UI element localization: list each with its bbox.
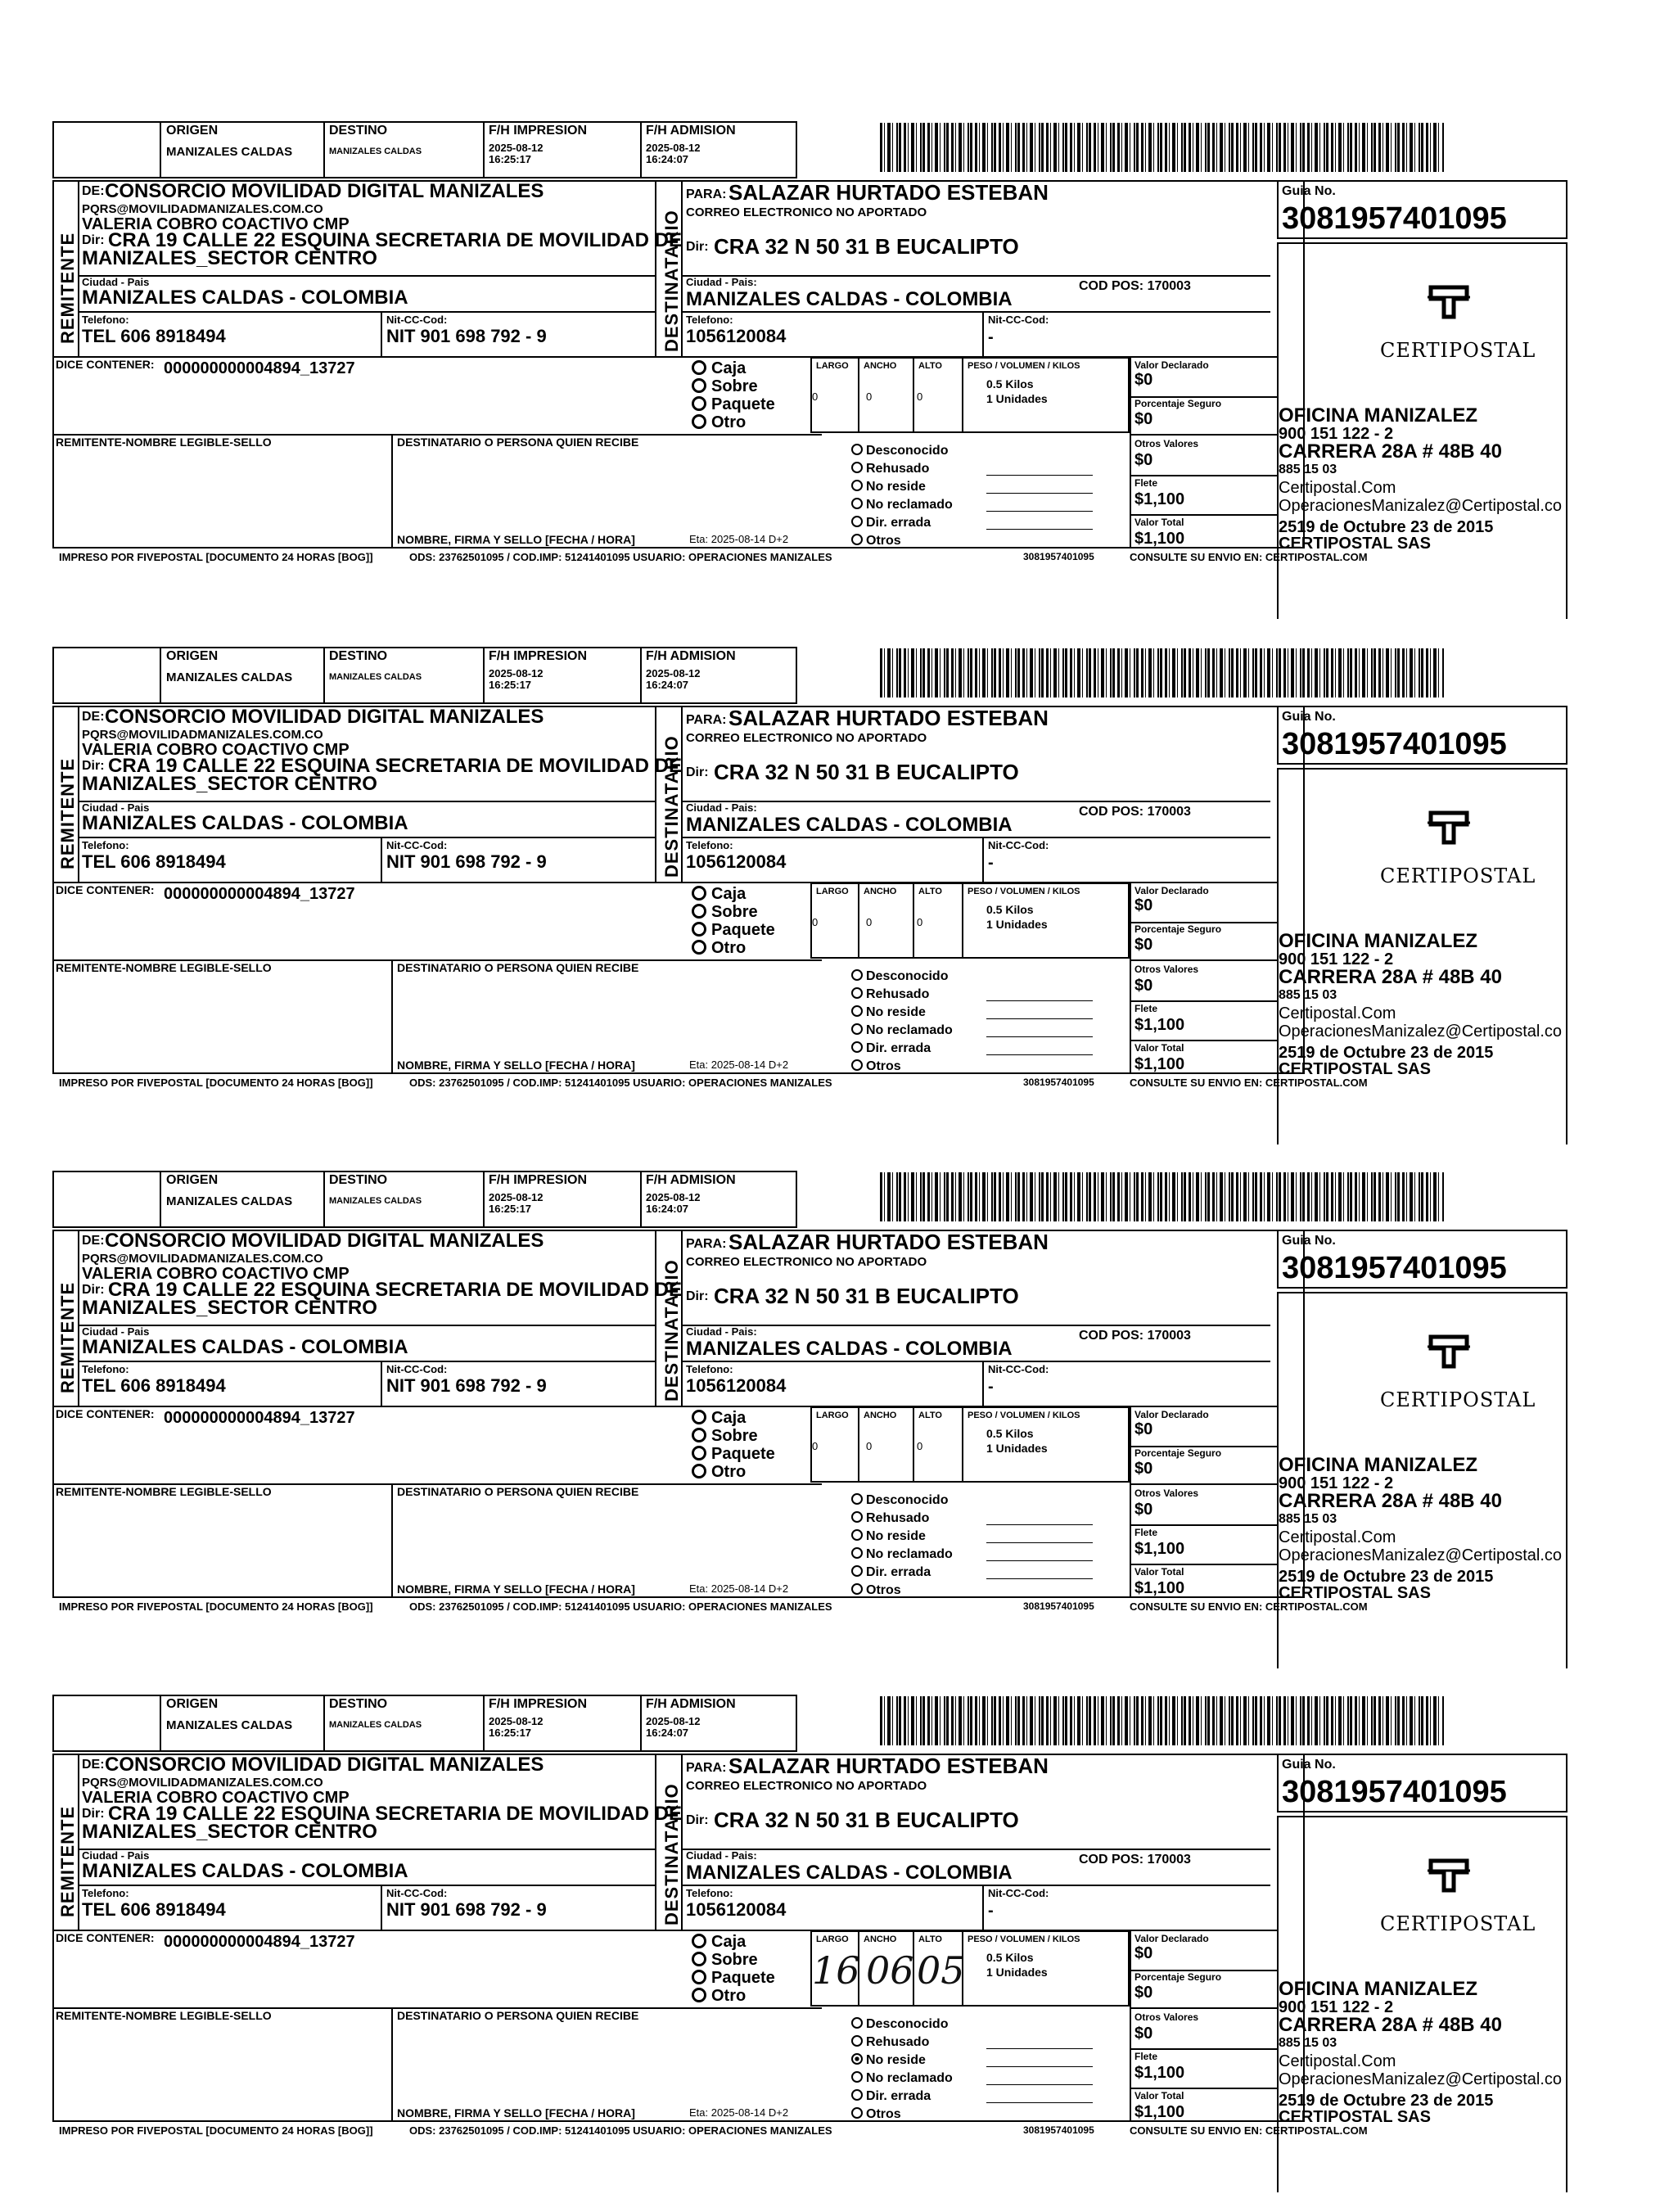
footer-impreso: IMPRESO POR FIVEPOSTAL [DOCUMENTO 24 HORAS [BOG]] bbox=[59, 1600, 373, 1613]
remitente-email: PQRS@MOVILIDADMANIZALES.COM.CO bbox=[82, 1252, 323, 1266]
empresa-web: Certipostal.Com bbox=[1279, 1528, 1396, 1546]
origen-value: MANIZALES CALDAS bbox=[166, 1194, 293, 1208]
destinatario-firma-label: DESTINATARIO O PERSONA QUIEN RECIBE bbox=[397, 436, 639, 449]
destinatario-phone: 1056120084 bbox=[686, 851, 787, 872]
remitente-city: MANIZALES CALDAS - COLOMBIA bbox=[82, 1336, 408, 1358]
footer-impreso: IMPRESO POR FIVEPOSTAL [DOCUMENTO 24 HORAS [BOG]] bbox=[59, 1077, 373, 1089]
option-paquete[interactable]: Paquete bbox=[692, 922, 775, 938]
valor-declarado: $0 bbox=[1134, 1420, 1153, 1438]
dev-otros[interactable]: Otros bbox=[851, 1583, 901, 1597]
largo-value: 0 bbox=[812, 390, 819, 403]
origen-label: ORIGEN bbox=[166, 124, 219, 138]
dev-desconocido[interactable]: Desconocido bbox=[851, 444, 948, 458]
oficina: OFICINA MANIZALEZ bbox=[1279, 404, 1478, 427]
origen-value: MANIZALES CALDAS bbox=[166, 670, 293, 684]
origen-label: ORIGEN bbox=[166, 649, 219, 663]
option-otro[interactable]: Otro bbox=[692, 1464, 746, 1480]
remitente-contact: VALERIA COBRO COACTIVO CMP bbox=[82, 215, 350, 233]
dev-no-reclamado[interactable]: No reclamado bbox=[851, 1023, 953, 1037]
dev-no-reclamado[interactable]: No reclamado bbox=[851, 498, 953, 512]
ancho-value: 0 bbox=[866, 390, 873, 403]
option-otro[interactable]: Otro bbox=[692, 414, 746, 431]
remitente-address-1: CRA 19 CALLE 22 ESQUINA SECRETARIA DE MOVILIDAD DE bbox=[108, 229, 682, 251]
destinatario-name: SALAZAR HURTADO ESTEBAN bbox=[728, 706, 1049, 730]
destinatario-email-note: CORREO ELECTRONICO NO APORTADO bbox=[686, 1779, 927, 1793]
footer-consulte: CONSULTE SU ENVIO EN: CERTIPOSTAL.COM bbox=[1130, 1077, 1368, 1089]
option-paquete[interactable]: Paquete bbox=[692, 1970, 775, 1986]
destinatario-address: CRA 32 N 50 31 B EUCALIPTO bbox=[714, 234, 1019, 259]
guia-number: 3081957401095 bbox=[1282, 727, 1507, 761]
empresa-email: OperacionesManizalez@Certipostal.co bbox=[1279, 1022, 1563, 1041]
valor-declarado: $0 bbox=[1134, 371, 1153, 389]
largo-value: 16 bbox=[812, 1948, 860, 1993]
remitente-city: MANIZALES CALDAS - COLOMBIA bbox=[82, 287, 408, 309]
option-caja[interactable]: Caja bbox=[692, 886, 746, 902]
porcentaje-seguro: $0 bbox=[1134, 1460, 1153, 1478]
destinatario-nit: - bbox=[988, 1378, 994, 1396]
option-paquete[interactable]: Paquete bbox=[692, 396, 775, 413]
option-caja[interactable]: Caja bbox=[692, 1410, 746, 1426]
destinatario-nit: - bbox=[988, 1902, 994, 1920]
footer-ods: ODS: 23762501095 / COD.IMP: 51241401095 USUARIO: OPERACIONES MANIZALES bbox=[409, 2124, 832, 2137]
alto-value: 05 bbox=[917, 1948, 965, 1993]
destinatario-vertical-label: DESTINATARIO bbox=[661, 735, 682, 878]
remitente-vertical-label: REMITENTE bbox=[57, 232, 78, 344]
empresa-web: Certipostal.Com bbox=[1279, 2052, 1396, 2070]
peso-value: 0.5 Kilos bbox=[986, 1427, 1034, 1440]
impresion-time: 16:25:17 bbox=[489, 1727, 532, 1739]
admision-date: 2025-08-12 bbox=[646, 142, 701, 154]
destinatario-address: CRA 32 N 50 31 B EUCALIPTO bbox=[714, 1284, 1019, 1308]
firma-label: NOMBRE, FIRMA Y SELLO [FECHA / HORA] bbox=[397, 1059, 635, 1072]
remitente-address-1: CRA 19 CALLE 22 ESQUINA SECRETARIA DE MOVILIDAD DE bbox=[108, 1803, 682, 1825]
remitente-address-2: MANIZALES_SECTOR CENTRO bbox=[82, 773, 377, 795]
footer-ods: ODS: 23762501095 / COD.IMP: 51241401095 USUARIO: OPERACIONES MANIZALES bbox=[409, 1077, 832, 1089]
remitente-address-2: MANIZALES_SECTOR CENTRO bbox=[82, 247, 377, 269]
logo-text: CERTIPOSTAL bbox=[1380, 864, 1536, 887]
empresa-web: Certipostal.Com bbox=[1279, 479, 1396, 497]
impresion-date: 2025-08-12 bbox=[489, 142, 544, 154]
option-sobre[interactable]: Sobre bbox=[692, 378, 758, 395]
remitente-firma-label: REMITENTE-NOMBRE LEGIBLE-SELLO bbox=[56, 1485, 272, 1498]
remitente-name: CONSORCIO MOVILIDAD DIGITAL MANIZALES bbox=[105, 706, 544, 728]
impresion-date: 2025-08-12 bbox=[489, 1191, 544, 1203]
option-sobre[interactable]: Sobre bbox=[692, 1428, 758, 1444]
unidades-value: 1 Unidades bbox=[986, 918, 1048, 931]
destinatario-name: SALAZAR HURTADO ESTEBAN bbox=[728, 1230, 1049, 1254]
destinatario-city: MANIZALES CALDAS - COLOMBIA bbox=[686, 288, 1013, 310]
porcentaje-seguro: $0 bbox=[1134, 936, 1153, 954]
remitente-city: MANIZALES CALDAS - COLOMBIA bbox=[82, 1860, 408, 1882]
impresion-date: 2025-08-12 bbox=[489, 667, 544, 679]
empresa-nit: 900 151 122 - 2 bbox=[1279, 1998, 1394, 2016]
remitente-contact: VALERIA COBRO COACTIVO CMP bbox=[82, 1789, 350, 1807]
origen-value: MANIZALES CALDAS bbox=[166, 1718, 293, 1732]
impresion-label: F/H IMPRESION bbox=[489, 649, 588, 663]
admision-time: 16:24:07 bbox=[646, 153, 689, 165]
remitente-nit: NIT 901 698 792 - 9 bbox=[386, 1375, 547, 1396]
firma-label: NOMBRE, FIRMA Y SELLO [FECHA / HORA] bbox=[397, 2106, 635, 2119]
shipping-label-3: ORIGEN MANIZALES CALDAS DESTINO MANIZALES CALDAS F/H IMPRESION 2025-08-12 16:25:17 F/H ADMISION 2025-08-12 16:24:07 REMITENTE DE: CONSORCIO MOVILIDAD DIGITAL MANIZALES PQRS@MOVILIDADMANIZALES.COM.CO VALERIA COBRO COACTIVO CMP Dir: CRA 19 CALLE 22 ESQUINA SECRETARIA DE MOVILIDAD DE MANIZALES_SECTOR CENTRO Ciudad - Pais MANIZALES CALDAS - COLOMBIA Telefono: TEL 606 8918494 Nit-CC-Cod: NIT 901 698 792 - 9 DESTINATARIO PARA: SALAZAR HURTADO ESTEBAN CORREO ELECTRONICO NO APORTADO Dir: CRA 32 N 50 31 B EUCALIPTO Ciudad - Pais: MANIZALES CALDAS - COLOMBIA COD POS: 170003 Telefono: 1056120084 Nit-CC-Cod: - Guia No. 3081957401095 CERTIPOSTAL OFICINA MANIZALEZ 900 151 122 - 2 CARRERA 28A # 48B 40 885 15 03 Certipostal.Com OperacionesManizalez@Certipostal.co 2519 de Octubre 23 de 2015 CERTIPOSTAL SAS DICE CONTENER: 000000000004894_13727 Caja Sobre Paquete Otro LARGO ANCHO ALTO PESO / VOLUMEN / KILOS 0 0 0 0.5 Kilos 1 Unidades Valor Declarado $0 Porcentaje Seguro $0 Otros Valores $0 Flete $1,100 Valor Total $1,100 REMITENTE-NOMBRE LEGIBLE-SELLO DESTINATARIO O PERSONA QUIEN RECIBE NOMBRE, FIRMA Y SELLO [FECHA / HORA] Eta: 2025-08-14 D+2 Desconocido Rehusado No reside No reclamado Dir. errada Otros IMPRESO POR FIVEPOSTAL [DOCUMENTO 24 HORAS [BOG]] ODS: 23762501095 / COD.IMP: 51241401095 USUARIO: OPERACIONES MANIZALES 3081957401095 CONSULTE SU ENVIO EN: CERTIPOSTAL.COM bbox=[0, 1164, 1678, 1688]
empresa-nit: 900 151 122 - 2 bbox=[1279, 425, 1394, 443]
empresa-web: Certipostal.Com bbox=[1279, 1004, 1396, 1022]
remitente-nit: NIT 901 698 792 - 9 bbox=[386, 851, 547, 872]
remitente-vertical-label: REMITENTE bbox=[57, 757, 78, 869]
admision-label: F/H ADMISION bbox=[646, 649, 736, 663]
eta: Eta: 2025-08-14 D+2 bbox=[689, 2106, 789, 2119]
admision-label: F/H ADMISION bbox=[646, 1697, 736, 1711]
destinatario-email-note: CORREO ELECTRONICO NO APORTADO bbox=[686, 731, 927, 745]
barcode bbox=[880, 123, 1445, 172]
otros-valores: $0 bbox=[1134, 451, 1153, 469]
empresa-resolucion: 2519 de Octubre 23 de 2015 bbox=[1279, 2092, 1494, 2110]
valor-total: $1,100 bbox=[1134, 530, 1185, 548]
footer-consulte: CONSULTE SU ENVIO EN: CERTIPOSTAL.COM bbox=[1130, 1600, 1368, 1613]
dev-dir-errada[interactable]: Dir. errada bbox=[851, 1565, 931, 1579]
remitente-phone: TEL 606 8918494 bbox=[82, 1375, 226, 1396]
shipping-label-1: ORIGEN MANIZALES CALDAS DESTINO MANIZALES CALDAS F/H IMPRESION 2025-08-12 16:25:17 F/H ADMISION 2025-08-12 16:24:07 REMITENTE DE: CONSORCIO MOVILIDAD DIGITAL MANIZALES PQRS@MOVILIDADMANIZALES.COM.CO VALERIA COBRO COACTIVO CMP Dir: CRA 19 CALLE 22 ESQUINA SECRETARIA DE MOVILIDAD DE MANIZALES_SECTOR CENTRO Ciudad - Pais MANIZALES CALDAS - COLOMBIA Telefono: TEL 606 8918494 Nit-CC-Cod: NIT 901 698 792 - 9 DESTINATARIO PARA: SALAZAR HURTADO ESTEBAN CORREO ELECTRONICO NO APORTADO Dir: CRA 32 N 50 31 B EUCALIPTO Ciudad - Pais: MANIZALES CALDAS - COLOMBIA COD POS: 170003 Telefono: 1056120084 Nit-CC-Cod: - Guia No. 3081957401095 CERTIPOSTAL OFICINA MANIZALEZ 900 151 122 - 2 CARRERA 28A # 48B 40 885 15 03 Certipostal.Com OperacionesManizalez@Certipostal.co 2519 de Octubre 23 de 2015 CERTIPOSTAL SAS DICE CONTENER: 000000000004894_13727 Caja Sobre Paquete Otro LARGO ANCHO ALTO PESO / VOLUMEN / KILOS 0 0 0 0.5 Kilos 1 Unidades Valor Declarado $0 Porcentaje Seguro $0 Otros Valores $0 Flete $1,100 Valor Total $1,100 REMITENTE-NOMBRE LEGIBLE-SELLO DESTINATARIO O PERSONA QUIEN RECIBE NOMBRE, FIRMA Y SELLO [FECHA / HORA] Eta: 2025-08-14 D+2 Desconocido Rehusado No reside No reclamado Dir. errada Otros IMPRESO POR FIVEPOSTAL [DOCUMENTO 24 HORAS [BOG]] ODS: 23762501095 / COD.IMP: 51241401095 USUARIO: OPERACIONES MANIZALES 3081957401095 CONSULTE SU ENVIO EN: CERTIPOSTAL.COM bbox=[0, 115, 1678, 639]
ancho-value: 0 bbox=[866, 1440, 873, 1452]
remitente-email: PQRS@MOVILIDADMANIZALES.COM.CO bbox=[82, 728, 323, 742]
guia-number: 3081957401095 bbox=[1282, 1251, 1507, 1285]
dev-no-reside[interactable]: No reside bbox=[851, 1529, 926, 1543]
firma-label: NOMBRE, FIRMA Y SELLO [FECHA / HORA] bbox=[397, 1582, 635, 1596]
destinatario-nit: - bbox=[988, 854, 994, 872]
valor-total: $1,100 bbox=[1134, 1579, 1185, 1597]
contenido-value: 000000000004894_13727 bbox=[164, 359, 355, 377]
guia-label: Guia No. bbox=[1282, 184, 1336, 198]
destinatario-codpos: COD POS: 170003 bbox=[1079, 1329, 1191, 1343]
shipping-label-4: ORIGEN MANIZALES CALDAS DESTINO MANIZALES CALDAS F/H IMPRESION 2025-08-12 16:25:17 F/H ADMISION 2025-08-12 16:24:07 REMITENTE DE: CONSORCIO MOVILIDAD DIGITAL MANIZALES PQRS@MOVILIDADMANIZALES.COM.CO VALERIA COBRO COACTIVO CMP Dir: CRA 19 CALLE 22 ESQUINA SECRETARIA DE MOVILIDAD DE MANIZALES_SECTOR CENTRO Ciudad - Pais MANIZALES CALDAS - COLOMBIA Telefono: TEL 606 8918494 Nit-CC-Cod: NIT 901 698 792 - 9 DESTINATARIO PARA: SALAZAR HURTADO ESTEBAN CORREO ELECTRONICO NO APORTADO Dir: CRA 32 N 50 31 B EUCALIPTO Ciudad - Pais: MANIZALES CALDAS - COLOMBIA COD POS: 170003 Telefono: 1056120084 Nit-CC-Cod: - Guia No. 3081957401095 CERTIPOSTAL OFICINA MANIZALEZ 900 151 122 - 2 CARRERA 28A # 48B 40 885 15 03 Certipostal.Com OperacionesManizalez@Certipostal.co 2519 de Octubre 23 de 2015 CERTIPOSTAL SAS DICE CONTENER: 000000000004894_13727 Caja Sobre Paquete Otro LARGO ANCHO ALTO PESO / VOLUMEN / KILOS 16 06 05 0.5 Kilos 1 Unidades Valor Declarado $0 Porcentaje Seguro $0 Otros Valores $0 Flete $1,100 Valor Total $1,100 REMITENTE-NOMBRE LEGIBLE-SELLO DESTINATARIO O PERSONA QUIEN RECIBE NOMBRE, FIRMA Y SELLO [FECHA / HORA] Eta: 2025-08-14 D+2 Desconocido Rehusado No reside No reclamado Dir. errada Otros IMPRESO POR FIVEPOSTAL [DOCUMENTO 24 HORAS [BOG]] ODS: 23762501095 / COD.IMP: 51241401095 USUARIO: OPERACIONES MANIZALES 3081957401095 CONSULTE SU ENVIO EN: CERTIPOSTAL.COM bbox=[0, 1688, 1678, 2212]
empresa-telefono: 885 15 03 bbox=[1279, 463, 1337, 476]
largo-value: 0 bbox=[812, 916, 819, 928]
guia-number: 3081957401095 bbox=[1282, 201, 1507, 236]
largo-value: 0 bbox=[812, 1440, 819, 1452]
dev-dir-errada[interactable]: Dir. errada bbox=[851, 516, 931, 530]
shipping-label-2: ORIGEN MANIZALES CALDAS DESTINO MANIZALES CALDAS F/H IMPRESION 2025-08-12 16:25:17 F/H ADMISION 2025-08-12 16:24:07 REMITENTE DE: CONSORCIO MOVILIDAD DIGITAL MANIZALES PQRS@MOVILIDADMANIZALES.COM.CO VALERIA COBRO COACTIVO CMP Dir: CRA 19 CALLE 22 ESQUINA SECRETARIA DE MOVILIDAD DE MANIZALES_SECTOR CENTRO Ciudad - Pais MANIZALES CALDAS - COLOMBIA Telefono: TEL 606 8918494 Nit-CC-Cod: NIT 901 698 792 - 9 DESTINATARIO PARA: SALAZAR HURTADO ESTEBAN CORREO ELECTRONICO NO APORTADO Dir: CRA 32 N 50 31 B EUCALIPTO Ciudad - Pais: MANIZALES CALDAS - COLOMBIA COD POS: 170003 Telefono: 1056120084 Nit-CC-Cod: - Guia No. 3081957401095 CERTIPOSTAL OFICINA MANIZALEZ 900 151 122 - 2 CARRERA 28A # 48B 40 885 15 03 Certipostal.Com OperacionesManizalez@Certipostal.co 2519 de Octubre 23 de 2015 CERTIPOSTAL SAS DICE CONTENER: 000000000004894_13727 Caja Sobre Paquete Otro LARGO ANCHO ALTO PESO / VOLUMEN / KILOS 0 0 0 0.5 Kilos 1 Unidades Valor Declarado $0 Porcentaje Seguro $0 Otros Valores $0 Flete $1,100 Valor Total $1,100 REMITENTE-NOMBRE LEGIBLE-SELLO DESTINATARIO O PERSONA QUIEN RECIBE NOMBRE, FIRMA Y SELLO [FECHA / HORA] Eta: 2025-08-14 D+2 Desconocido Rehusado No reside No reclamado Dir. errada Otros IMPRESO POR FIVEPOSTAL [DOCUMENTO 24 HORAS [BOG]] ODS: 23762501095 / COD.IMP: 51241401095 USUARIO: OPERACIONES MANIZALES 3081957401095 CONSULTE SU ENVIO EN: CERTIPOSTAL.COM bbox=[0, 640, 1678, 1164]
remitente-contact: VALERIA COBRO COACTIVO CMP bbox=[82, 741, 350, 759]
destinatario-vertical-label: DESTINATARIO bbox=[661, 1259, 682, 1402]
certipostal-logo-icon bbox=[1424, 1332, 1473, 1371]
admision-date: 2025-08-12 bbox=[646, 1715, 701, 1727]
destinatario-nit: - bbox=[988, 328, 994, 346]
destinatario-phone: 1056120084 bbox=[686, 1375, 787, 1396]
valor-total: $1,100 bbox=[1134, 1055, 1185, 1073]
remitente-email: PQRS@MOVILIDADMANIZALES.COM.CO bbox=[82, 202, 323, 216]
empresa-razon: CERTIPOSTAL SAS bbox=[1279, 1584, 1431, 1602]
destinatario-city: MANIZALES CALDAS - COLOMBIA bbox=[686, 814, 1013, 836]
destinatario-vertical-label: DESTINATARIO bbox=[661, 1783, 682, 1925]
destinatario-address: CRA 32 N 50 31 B EUCALIPTO bbox=[714, 1808, 1019, 1832]
impresion-label: F/H IMPRESION bbox=[489, 124, 588, 138]
dev-rehusado[interactable]: Rehusado bbox=[851, 987, 929, 1001]
empresa-telefono: 885 15 03 bbox=[1279, 988, 1337, 1002]
option-otro[interactable]: Otro bbox=[692, 940, 746, 956]
destinatario-name: SALAZAR HURTADO ESTEBAN bbox=[728, 180, 1049, 205]
option-caja[interactable]: Caja bbox=[692, 1934, 746, 1950]
remitente-phone: TEL 606 8918494 bbox=[82, 326, 226, 346]
remitente-phone: TEL 606 8918494 bbox=[82, 851, 226, 872]
flete: $1,100 bbox=[1134, 2064, 1185, 2082]
impresion-time: 16:25:17 bbox=[489, 153, 532, 165]
impresion-date: 2025-08-12 bbox=[489, 1715, 544, 1727]
dev-rehusado[interactable]: Rehusado bbox=[851, 2035, 929, 2049]
valor-declarado: $0 bbox=[1134, 896, 1153, 914]
remitente-address-1: CRA 19 CALLE 22 ESQUINA SECRETARIA DE MOVILIDAD DE bbox=[108, 755, 682, 777]
remitente-firma-label: REMITENTE-NOMBRE LEGIBLE-SELLO bbox=[56, 436, 272, 449]
remitente-name: CONSORCIO MOVILIDAD DIGITAL MANIZALES bbox=[105, 180, 544, 202]
empresa-direccion: CARRERA 28A # 48B 40 bbox=[1279, 440, 1502, 463]
footer-impreso: IMPRESO POR FIVEPOSTAL [DOCUMENTO 24 HORAS [BOG]] bbox=[59, 551, 373, 563]
dev-dir-errada[interactable]: Dir. errada bbox=[851, 1041, 931, 1055]
oficina: OFICINA MANIZALEZ bbox=[1279, 930, 1478, 952]
admision-label: F/H ADMISION bbox=[646, 1173, 736, 1187]
certipostal-logo-icon bbox=[1424, 282, 1473, 322]
destino-label: DESTINO bbox=[329, 1697, 388, 1711]
footer-consulte: CONSULTE SU ENVIO EN: CERTIPOSTAL.COM bbox=[1130, 2124, 1368, 2137]
admision-time: 16:24:07 bbox=[646, 1203, 689, 1215]
flete: $1,100 bbox=[1134, 490, 1185, 508]
dev-no-reside[interactable]: No reside bbox=[851, 480, 926, 494]
remitente-name: CONSORCIO MOVILIDAD DIGITAL MANIZALES bbox=[105, 1754, 544, 1776]
alto-value: 0 bbox=[917, 916, 923, 928]
footer-consulte: CONSULTE SU ENVIO EN: CERTIPOSTAL.COM bbox=[1130, 551, 1368, 563]
dev-otros[interactable]: Otros bbox=[851, 534, 901, 548]
porcentaje-seguro: $0 bbox=[1134, 1984, 1153, 2002]
remitente-city: MANIZALES CALDAS - COLOMBIA bbox=[82, 812, 408, 834]
dev-rehusado[interactable]: Rehusado bbox=[851, 1511, 929, 1525]
firma-label: NOMBRE, FIRMA Y SELLO [FECHA / HORA] bbox=[397, 533, 635, 546]
impresion-time: 16:25:17 bbox=[489, 679, 532, 691]
destinatario-name: SALAZAR HURTADO ESTEBAN bbox=[728, 1754, 1049, 1778]
impresion-label: F/H IMPRESION bbox=[489, 1697, 588, 1711]
empresa-direccion: CARRERA 28A # 48B 40 bbox=[1279, 1490, 1502, 1512]
dev-desconocido[interactable]: Desconocido bbox=[851, 969, 948, 983]
option-caja[interactable]: Caja bbox=[692, 360, 746, 377]
destinatario-phone: 1056120084 bbox=[686, 326, 787, 346]
admision-time: 16:24:07 bbox=[646, 1727, 689, 1739]
admision-time: 16:24:07 bbox=[646, 679, 689, 691]
footer-ods: ODS: 23762501095 / COD.IMP: 51241401095 USUARIO: OPERACIONES MANIZALES bbox=[409, 1600, 832, 1613]
remitente-address-2: MANIZALES_SECTOR CENTRO bbox=[82, 1297, 377, 1319]
admision-label: F/H ADMISION bbox=[646, 124, 736, 138]
ancho-value: 0 bbox=[866, 916, 873, 928]
guia-label: Guia No. bbox=[1282, 1234, 1336, 1248]
peso-value: 0.5 Kilos bbox=[986, 377, 1034, 390]
empresa-nit: 900 151 122 - 2 bbox=[1279, 1474, 1394, 1492]
remitente-nit: NIT 901 698 792 - 9 bbox=[386, 326, 547, 346]
contenido-label: DICE CONTENER: bbox=[56, 1407, 155, 1420]
destinatario-phone: 1056120084 bbox=[686, 1899, 787, 1920]
destinatario-firma-label: DESTINATARIO O PERSONA QUIEN RECIBE bbox=[397, 2009, 639, 2022]
destino-value: MANIZALES CALDAS bbox=[329, 672, 422, 682]
remitente-email: PQRS@MOVILIDADMANIZALES.COM.CO bbox=[82, 1776, 323, 1790]
footer-ods: ODS: 23762501095 / COD.IMP: 51241401095 USUARIO: OPERACIONES MANIZALES bbox=[409, 551, 832, 563]
porcentaje-seguro: $0 bbox=[1134, 410, 1153, 428]
empresa-telefono: 885 15 03 bbox=[1279, 1512, 1337, 1526]
logo-text: CERTIPOSTAL bbox=[1380, 1912, 1536, 1935]
guia-label: Guia No. bbox=[1282, 1758, 1336, 1772]
impresion-time: 16:25:17 bbox=[489, 1203, 532, 1215]
valor-total: $1,100 bbox=[1134, 2103, 1185, 2121]
option-sobre[interactable]: Sobre bbox=[692, 1952, 758, 1968]
certipostal-logo-icon bbox=[1424, 808, 1473, 847]
alto-value: 0 bbox=[917, 1440, 923, 1452]
dev-no-reside[interactable]: No reside bbox=[851, 1005, 926, 1019]
destinatario-firma-label: DESTINATARIO O PERSONA QUIEN RECIBE bbox=[397, 961, 639, 974]
ancho-value: 06 bbox=[866, 1948, 914, 1993]
destinatario-codpos: COD POS: 170003 bbox=[1079, 1853, 1191, 1867]
empresa-razon: CERTIPOSTAL SAS bbox=[1279, 2108, 1431, 2126]
contenido-value: 000000000004894_13727 bbox=[164, 885, 355, 903]
origen-label: ORIGEN bbox=[166, 1173, 219, 1187]
contenido-value: 000000000004894_13727 bbox=[164, 1933, 355, 1951]
empresa-direccion: CARRERA 28A # 48B 40 bbox=[1279, 2014, 1502, 2036]
footer-guia: 3081957401095 bbox=[1023, 1077, 1094, 1088]
dev-no-reclamado[interactable]: No reclamado bbox=[851, 2071, 953, 2085]
destino-value: MANIZALES CALDAS bbox=[329, 147, 422, 156]
empresa-telefono: 885 15 03 bbox=[1279, 2036, 1337, 2050]
destinatario-email-note: CORREO ELECTRONICO NO APORTADO bbox=[686, 1255, 927, 1269]
valor-declarado: $0 bbox=[1134, 1944, 1153, 1962]
otros-valores: $0 bbox=[1134, 2025, 1153, 2043]
destinatario-email-note: CORREO ELECTRONICO NO APORTADO bbox=[686, 205, 927, 219]
destino-label: DESTINO bbox=[329, 1173, 388, 1187]
empresa-email: OperacionesManizalez@Certipostal.co bbox=[1279, 497, 1563, 515]
footer-guia: 3081957401095 bbox=[1023, 2124, 1094, 2136]
contenido-value: 000000000004894_13727 bbox=[164, 1409, 355, 1427]
flete: $1,100 bbox=[1134, 1540, 1185, 1558]
destino-label: DESTINO bbox=[329, 649, 388, 663]
footer-impreso: IMPRESO POR FIVEPOSTAL [DOCUMENTO 24 HORAS [BOG]] bbox=[59, 2124, 373, 2137]
destinatario-codpos: COD POS: 170003 bbox=[1079, 279, 1191, 293]
guia-number: 3081957401095 bbox=[1282, 1775, 1507, 1809]
dev-otros[interactable]: Otros bbox=[851, 2107, 901, 2121]
remitente-address-2: MANIZALES_SECTOR CENTRO bbox=[82, 1821, 377, 1843]
otros-valores: $0 bbox=[1134, 977, 1153, 995]
contenido-label: DICE CONTENER: bbox=[56, 1931, 155, 1944]
dev-no-reside[interactable]: No reside bbox=[851, 2053, 926, 2067]
destinatario-vertical-label: DESTINATARIO bbox=[661, 210, 682, 352]
remitente-phone: TEL 606 8918494 bbox=[82, 1899, 226, 1920]
empresa-direccion: CARRERA 28A # 48B 40 bbox=[1279, 966, 1502, 988]
empresa-razon: CERTIPOSTAL SAS bbox=[1279, 1060, 1431, 1078]
origen-value: MANIZALES CALDAS bbox=[166, 145, 293, 159]
dev-desconocido[interactable]: Desconocido bbox=[851, 1493, 948, 1507]
unidades-value: 1 Unidades bbox=[986, 392, 1048, 405]
remitente-nit: NIT 901 698 792 - 9 bbox=[386, 1899, 547, 1920]
option-otro[interactable]: Otro bbox=[692, 1988, 746, 2004]
eta: Eta: 2025-08-14 D+2 bbox=[689, 1059, 789, 1071]
destinatario-address: CRA 32 N 50 31 B EUCALIPTO bbox=[714, 760, 1019, 784]
admision-date: 2025-08-12 bbox=[646, 667, 701, 679]
empresa-resolucion: 2519 de Octubre 23 de 2015 bbox=[1279, 1044, 1494, 1062]
option-paquete[interactable]: Paquete bbox=[692, 1446, 775, 1462]
remitente-name: CONSORCIO MOVILIDAD DIGITAL MANIZALES bbox=[105, 1230, 544, 1252]
option-sobre[interactable]: Sobre bbox=[692, 904, 758, 920]
dev-otros[interactable]: Otros bbox=[851, 1059, 901, 1073]
remitente-firma-label: REMITENTE-NOMBRE LEGIBLE-SELLO bbox=[56, 961, 272, 974]
oficina: OFICINA MANIZALEZ bbox=[1279, 1978, 1478, 2000]
barcode bbox=[880, 1696, 1445, 1745]
admision-date: 2025-08-12 bbox=[646, 1191, 701, 1203]
remitente-vertical-label: REMITENTE bbox=[57, 1281, 78, 1393]
dev-dir-errada[interactable]: Dir. errada bbox=[851, 2089, 931, 2103]
peso-value: 0.5 Kilos bbox=[986, 1951, 1034, 1964]
oficina: OFICINA MANIZALEZ bbox=[1279, 1454, 1478, 1476]
destino-label: DESTINO bbox=[329, 124, 388, 138]
footer-guia: 3081957401095 bbox=[1023, 1600, 1094, 1612]
contenido-label: DICE CONTENER: bbox=[56, 883, 155, 896]
remitente-contact: VALERIA COBRO COACTIVO CMP bbox=[82, 1265, 350, 1283]
empresa-nit: 900 151 122 - 2 bbox=[1279, 950, 1394, 968]
empresa-email: OperacionesManizalez@Certipostal.co bbox=[1279, 2070, 1563, 2088]
dev-desconocido[interactable]: Desconocido bbox=[851, 2017, 948, 2031]
destinatario-city: MANIZALES CALDAS - COLOMBIA bbox=[686, 1338, 1013, 1360]
contenido-label: DICE CONTENER: bbox=[56, 358, 155, 371]
empresa-resolucion: 2519 de Octubre 23 de 2015 bbox=[1279, 1568, 1494, 1586]
destino-value: MANIZALES CALDAS bbox=[329, 1196, 422, 1206]
otros-valores: $0 bbox=[1134, 1501, 1153, 1519]
destinatario-codpos: COD POS: 170003 bbox=[1079, 805, 1191, 819]
unidades-value: 1 Unidades bbox=[986, 1966, 1048, 1979]
footer-guia: 3081957401095 bbox=[1023, 551, 1094, 562]
eta: Eta: 2025-08-14 D+2 bbox=[689, 533, 789, 545]
remitente-firma-label: REMITENTE-NOMBRE LEGIBLE-SELLO bbox=[56, 2009, 272, 2022]
remitente-vertical-label: REMITENTE bbox=[57, 1805, 78, 1917]
flete: $1,100 bbox=[1134, 1016, 1185, 1034]
destinatario-city: MANIZALES CALDAS - COLOMBIA bbox=[686, 1862, 1013, 1884]
guia-label: Guia No. bbox=[1282, 710, 1336, 724]
empresa-email: OperacionesManizalez@Certipostal.co bbox=[1279, 1546, 1563, 1564]
logo-text: CERTIPOSTAL bbox=[1380, 339, 1536, 362]
dev-no-reclamado[interactable]: No reclamado bbox=[851, 1547, 953, 1561]
eta: Eta: 2025-08-14 D+2 bbox=[689, 1582, 789, 1595]
peso-value: 0.5 Kilos bbox=[986, 903, 1034, 916]
destino-value: MANIZALES CALDAS bbox=[329, 1720, 422, 1730]
dev-rehusado[interactable]: Rehusado bbox=[851, 462, 929, 476]
origen-label: ORIGEN bbox=[166, 1697, 219, 1711]
alto-value: 0 bbox=[917, 390, 923, 403]
certipostal-logo-icon bbox=[1424, 1856, 1473, 1895]
remitente-address-1: CRA 19 CALLE 22 ESQUINA SECRETARIA DE MOVILIDAD DE bbox=[108, 1279, 682, 1301]
destinatario-firma-label: DESTINATARIO O PERSONA QUIEN RECIBE bbox=[397, 1485, 639, 1498]
barcode bbox=[880, 1172, 1445, 1221]
empresa-resolucion: 2519 de Octubre 23 de 2015 bbox=[1279, 518, 1494, 536]
logo-text: CERTIPOSTAL bbox=[1380, 1388, 1536, 1411]
empresa-razon: CERTIPOSTAL SAS bbox=[1279, 535, 1431, 553]
unidades-value: 1 Unidades bbox=[986, 1442, 1048, 1455]
barcode bbox=[880, 648, 1445, 697]
impresion-label: F/H IMPRESION bbox=[489, 1173, 588, 1187]
